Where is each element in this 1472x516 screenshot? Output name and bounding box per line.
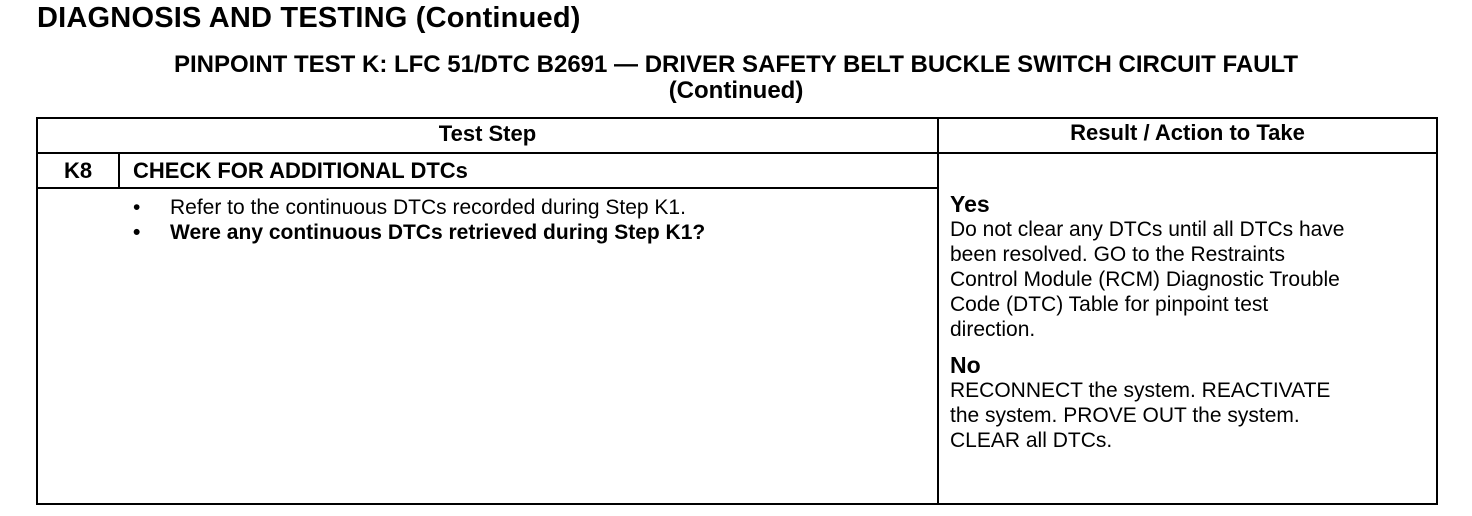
instruction-question bbox=[130, 220, 705, 245]
header-test-step: Test Step bbox=[438, 121, 537, 146]
step-id: K8 bbox=[63, 158, 93, 183]
pinpoint-test-title bbox=[0, 52, 1472, 104]
result-yes-line: Control Module (RCM) Diagnostic Trouble bbox=[950, 268, 1340, 291]
result-yes-line: Do not clear any DTCs until all DTCs have bbox=[950, 218, 1345, 241]
result-yes-line: Code (DTC) Table for pinpoint test bbox=[950, 293, 1269, 316]
step-row-divider bbox=[38, 187, 938, 189]
instruction-text: Were any continuous DTCs retrieved during Step K1? bbox=[170, 221, 706, 244]
result-no-line: RECONNECT the system. REACTIVATE bbox=[950, 379, 1331, 402]
result-yes-label: Yes bbox=[950, 191, 990, 217]
header-divider bbox=[38, 152, 1436, 154]
instruction-text: Refer to the continuous DTCs recorded during Step K1. bbox=[170, 196, 686, 219]
result-no-label: No bbox=[950, 352, 981, 378]
result-yes bbox=[950, 191, 1436, 342]
step-id-divider bbox=[118, 154, 120, 187]
result-action-cell bbox=[950, 191, 1436, 453]
test-step-table bbox=[36, 117, 1438, 505]
result-yes-line: been resolved. GO to the Restraints bbox=[950, 243, 1286, 266]
column-divider bbox=[937, 119, 939, 503]
step-name: CHECK FOR ADDITIONAL DTCs bbox=[133, 158, 468, 183]
step-instructions bbox=[130, 195, 705, 245]
bullet-icon: • bbox=[133, 221, 141, 244]
section-title: DIAGNOSIS AND TESTING (Continued) bbox=[37, 2, 581, 34]
result-no-line: the system. PROVE OUT the system. bbox=[950, 404, 1300, 427]
pinpoint-test-title-continued: (Continued) bbox=[668, 77, 804, 104]
result-no bbox=[950, 352, 1436, 453]
instruction-item bbox=[130, 195, 705, 220]
result-no-line: CLEAR all DTCs. bbox=[950, 429, 1113, 452]
pinpoint-test-title-line: PINPOINT TEST K: LFC 51/DTC B2691 — DRIVER SAFETY BELT BUCKLE SWITCH CIRCUIT FAULT bbox=[173, 51, 1299, 78]
header-result-action: Result / Action to Take bbox=[1070, 120, 1305, 145]
result-yes-line: direction. bbox=[950, 318, 1036, 341]
bullet-icon: • bbox=[133, 196, 141, 219]
